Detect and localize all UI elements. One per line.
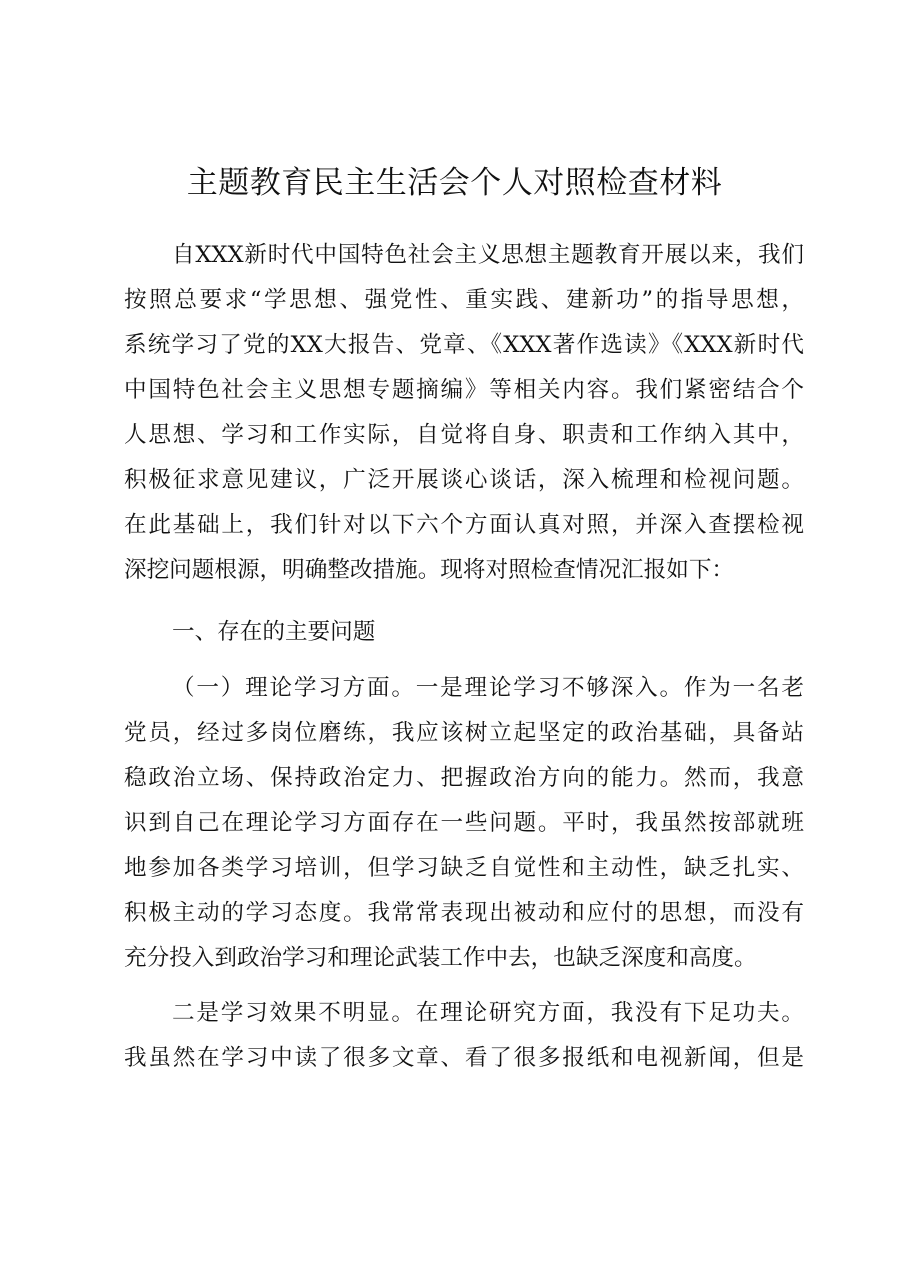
intro-line: 积极征求意见建议，广泛开展谈心谈话，深入梳理和检视问题。: [124, 467, 804, 493]
paragraph-line: 党员，经过多岗位磨练，我应该树立起坚定的政治基础，具备站: [124, 720, 804, 746]
paragraph-line: 识到自己在理论学习方面存在一些问题。平时，我虽然按部就班: [124, 810, 804, 836]
intro-line: 中国特色社会主义思想专题摘编》等相关内容。我们紧密结合个: [124, 377, 804, 403]
intro-line: 在此基础上，我们针对以下六个方面认真对照，并深入查摆检视: [124, 512, 804, 538]
intro-line: 按照总要求“学思想、强党性、重实践、建新功”的指导思想，: [124, 287, 804, 313]
paragraph-line: 稳政治立场、保持政治定力、把握政治方向的能力。然而，我意: [124, 765, 804, 791]
paragraph-line: 地参加各类学习培训，但学习缺乏自觉性和主动性，缺乏扎实、: [124, 855, 804, 881]
paragraph-line: 我虽然在学习中读了很多文章、看了很多报纸和电视新闻，但是: [124, 1045, 804, 1071]
document-title: 主题教育民主生活会个人对照检查材料: [186, 165, 723, 201]
paragraph-first-line: [172, 671, 804, 705]
intro-line: 系统学习了党的XX大报告、党章、《XXX著作选读》《XXX新时代: [124, 332, 804, 358]
paragraph-line: 二是学习效果不明显。在理论研究方面，我没有下足功夫。: [172, 1000, 804, 1026]
section-heading: 一、存在的主要问题: [172, 619, 376, 645]
intro-line: 自XXX新时代中国特色社会主义思想主题教育开展以来，我们: [172, 242, 804, 268]
sub-heading: （一）理论学习方面。: [172, 675, 416, 701]
intro-line: 人思想、学习和工作实际，自觉将自身、职责和工作纳入其中，: [124, 422, 804, 448]
paragraph-text: 一是理论学习不够深入。作为一名老: [415, 675, 805, 701]
intro-line: 深挖问题根源，明确整改措施。现将对照检查情况汇报如下：: [124, 557, 735, 583]
paragraph-line: 积极主动的学习态度。我常常表现出被动和应付的思想，而没有: [124, 900, 804, 926]
paragraph-line: 充分投入到政治学习和理论武装工作中去，也缺乏深度和高度。: [124, 945, 757, 971]
